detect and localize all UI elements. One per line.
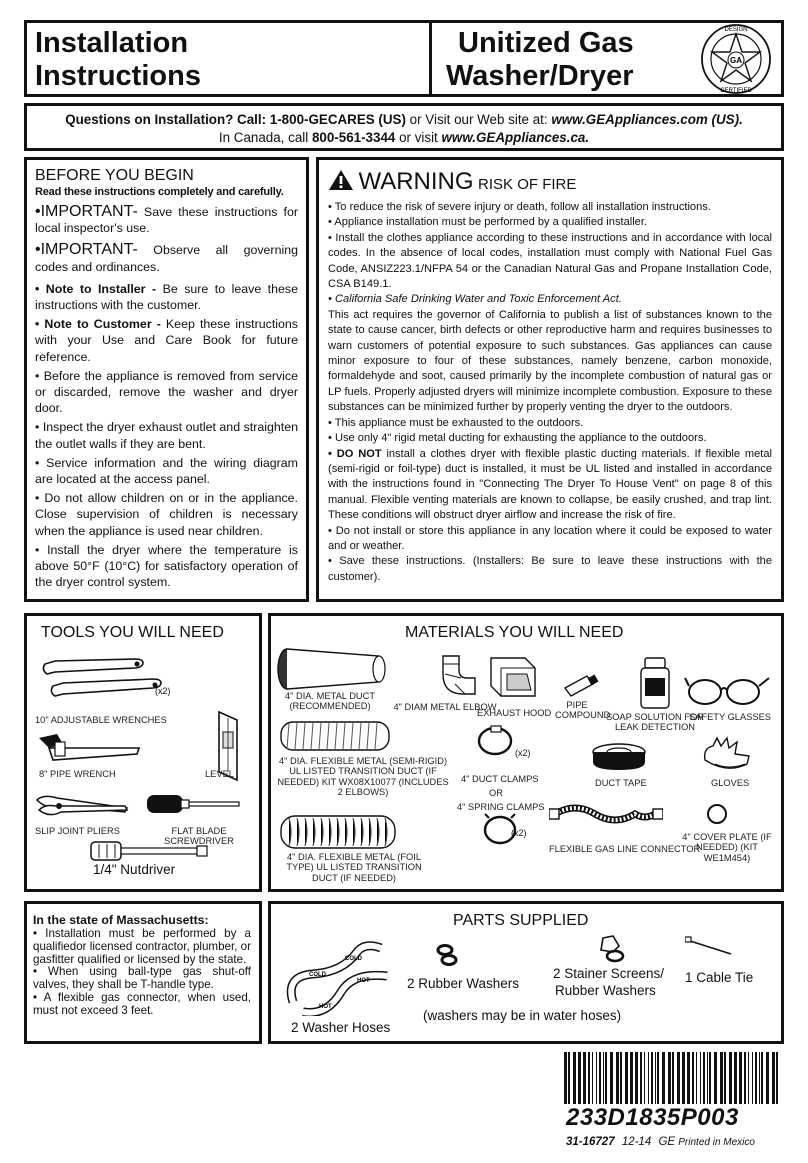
adjustable-wrench-icon — [39, 652, 169, 702]
barcode-bar — [568, 1052, 570, 1104]
list-item: • Use only 4" rigid metal ducting for exhausting the appliance to the outdoors. — [328, 432, 707, 445]
pipe-wrench-label: 8" PIPE WRENCH — [39, 769, 116, 779]
cable-tie-label: 1 Cable Tie — [685, 970, 754, 985]
barcode-bar — [596, 1052, 597, 1104]
list-item — [35, 242, 298, 274]
cover-plate-icon — [705, 802, 729, 826]
list-item: • Install the dryer where the temperature is above 50°F (10°C) for satisfactory operation of the dryer control system. — [35, 542, 298, 590]
soap-solution-icon — [637, 656, 673, 710]
barcode-bar — [776, 1052, 778, 1104]
barcode-bar — [616, 1052, 619, 1104]
list-item-text: Keep these instructions with your Use and Care Book for future reference. — [35, 317, 298, 364]
exhaust-hood-label: EXHAUST HOOD — [477, 708, 552, 718]
barcode-bar — [564, 1052, 567, 1104]
website-ca-link[interactable]: www.GEAppliances.ca. — [441, 130, 590, 145]
list-item: This act requires the governor of California to publish a list of substances known to the state to cause cancer, birth defects or other reproductive harm and requires businesses to warn customers of potential exposure to such substances. Gas appliances can cause minor exposure to four of these substances, namely benzene, carbon monoxide, formaldehyde and soot, caused primarily by the incomplete combustion of natural gas or LP fuels. Properly adjusted dryers will minimize incomplete combustion. Exposure to these substances can be minimized further by properly venting the dryer to the outdoors. — [328, 308, 772, 414]
or-label: OR — [489, 788, 503, 798]
hose-tag-hot: HOT — [319, 1004, 332, 1010]
barcode-bar — [610, 1052, 613, 1104]
barcode-bar — [744, 1052, 746, 1104]
cable-tie-icon — [685, 936, 735, 958]
parts-title: PARTS SUPPLIED — [453, 912, 589, 929]
phone-us: Questions on Installation? Call: 1-800-GECARES (US) — [65, 112, 406, 127]
barcode-bar — [605, 1052, 607, 1104]
barcode-bar — [720, 1052, 723, 1104]
barcode-bar — [583, 1052, 586, 1104]
list-item-text: Observe all governing codes and ordinances. — [35, 243, 298, 274]
list-item: • Do not install or store this appliance in any location where it could be exposed to water and or weather. — [328, 524, 772, 552]
hose-tag-cold-2: COLD — [345, 956, 362, 962]
barcode-bar — [687, 1052, 690, 1104]
screwdriver-label: FLAT BLADE SCREWDRIVER — [164, 826, 234, 847]
list-item-text: Save these instructions for local inspector's use. — [35, 205, 298, 236]
metal-duct-icon — [275, 646, 395, 692]
barcode — [562, 1052, 784, 1104]
barcode-bar — [714, 1052, 717, 1104]
barcode-bar — [662, 1052, 665, 1104]
before-title: BEFORE YOU BEGIN — [35, 167, 194, 184]
warning-subtitle: RISK OF FIRE — [478, 176, 577, 193]
barcode-bar — [668, 1052, 671, 1104]
barcode-bar — [677, 1052, 680, 1104]
gloves-icon — [701, 734, 757, 772]
metal-elbow-label: 4" DIAM METAL ELBOW — [393, 702, 497, 712]
design-certified-seal-icon — [698, 21, 774, 97]
important-label: •IMPORTANT- — [35, 203, 138, 220]
screwdriver-icon — [145, 792, 245, 816]
barcode-bar — [599, 1052, 601, 1104]
warning-box — [316, 157, 784, 602]
website-us-link[interactable]: www.GEAppliances.com (US). — [551, 112, 743, 127]
metal-elbow-icon — [441, 654, 477, 696]
list-item — [35, 281, 298, 313]
printed-in: Printed in Mexico — [678, 1137, 755, 1148]
barcode-bar — [734, 1052, 737, 1104]
barcode-bar — [573, 1052, 576, 1104]
duct-clamp-icon — [475, 724, 515, 758]
warning-header — [328, 168, 772, 196]
warning-list — [328, 200, 772, 585]
exhaust-hood-icon — [485, 652, 541, 702]
list-item: • To reduce the risk of severe injury or death, follow all installation instructions. — [328, 201, 711, 213]
safety-glasses-icon — [683, 672, 773, 706]
important-label: •IMPORTANT- — [35, 241, 138, 259]
barcode-bar — [588, 1052, 590, 1104]
barcode-bar — [696, 1052, 697, 1104]
part-number: 233D1835P003 — [566, 1104, 739, 1131]
pipe-wrench-icon — [35, 730, 145, 766]
barcode-bar — [692, 1052, 694, 1104]
barcode-bar — [766, 1052, 769, 1104]
product-line-2: Washer/Dryer — [446, 60, 634, 92]
barcode-bar — [739, 1052, 742, 1104]
nutdriver-icon — [85, 840, 215, 862]
slip-joint-pliers-icon — [33, 792, 133, 822]
barcode-bar — [709, 1052, 711, 1104]
doc-id: 31-16727 — [566, 1136, 615, 1148]
safety-glasses-label: SAFETY GLASSES — [689, 712, 771, 722]
list-item — [35, 204, 298, 236]
wrench-qty: (x2) — [155, 686, 171, 696]
flexible-semi-rigid-label: 4" DIA. FLEXIBLE METAL (SEMI-RIGID) UL LISTED TRANSITION DUCT (IF NEEDED) KIT WX08X10077 (INCLUDES 2 ELBOWS) — [277, 756, 449, 798]
list-item-text: Be sure to leave these instructions with the customer. — [35, 281, 298, 313]
contact-box — [24, 103, 784, 151]
barcode-bar — [592, 1052, 593, 1104]
list-item: • Install the clothes appliance according to these instructions and in accordance with local codes. In the absence of local codes, installation must comply with National Fuel Gas Code, ANSIZ223.1/NFPA 54 or the Canadian Natural Gas and Propane Installation Code, CSA B149.1. — [328, 231, 772, 291]
hose-tag-cold: COLD — [309, 972, 326, 978]
seal-bottom-text: CERTIFIED — [720, 88, 752, 94]
soap-solution-label: SOAP SOLUTION FOR LEAK DETECTION — [606, 712, 704, 733]
list-item-text: install a clothes dryer with flexible plastic ducting materials. If flexible metal (semi-rigid or foil-type) duct is installed, it must be UL listed and installed in accordance with the instructions found in "Connecting The Dryer To House Vent" on page 8 of this manual. Flexible venting materials are known to collapse, be easily crushed, and trap lint. These conditions will obstruct dryer airflow and increase the risk of fire. — [328, 447, 772, 522]
list-item — [328, 447, 772, 524]
contact-text-or: or visit — [395, 130, 442, 145]
list-item: • Save these instructions. (Installers: Be sure to leave these instructions with the customer). — [328, 555, 772, 583]
seal-top-text: DESIGN — [724, 27, 748, 33]
massachusetts-title: In the state of Massachusetts: — [33, 913, 209, 927]
product-line-1: Unitized Gas — [458, 27, 634, 59]
pliers-label: SLIP JOINT PLIERS — [35, 826, 120, 836]
contact-text: or Visit our Web site at: — [405, 112, 552, 127]
materials-box — [268, 613, 784, 892]
barcode-bar — [752, 1052, 753, 1104]
list-item-label: • DO NOT — [328, 447, 382, 460]
barcode-bar — [635, 1052, 638, 1104]
rubber-washers-label: 2 Rubber Washers — [407, 976, 520, 991]
spring-clamp-qty: (x2) — [511, 828, 527, 838]
duct-clamp-qty: (x2) — [515, 748, 531, 758]
pipe-compound-label: PIPE COMPOUND — [555, 700, 611, 721]
list-item: • Service information and the wiring diagram are located at the access panel. — [35, 455, 298, 487]
wrenches-label: 10" ADJUSTABLE WRENCHES — [35, 715, 167, 725]
title-line-2: Instructions — [35, 60, 201, 92]
duct-tape-label: DUCT TAPE — [595, 778, 647, 788]
before-subtitle: Read these instructions completely and carefully. — [35, 186, 284, 198]
barcode-bar — [729, 1052, 732, 1104]
flexible-foil-label: 4" DIA. FLEXIBLE METAL (FOIL TYPE) UL LISTED TRANSITION DUCT (IF NEEDED) — [286, 852, 422, 883]
pipe-compound-icon — [561, 670, 601, 698]
cover-plate-label: 4" COVER PLATE (IF NEEDED) (KIT WE1M454) — [682, 832, 772, 863]
header-left-box — [24, 20, 432, 97]
massachusetts-list — [33, 928, 251, 1018]
barcode-bar — [625, 1052, 628, 1104]
tools-title: TOOLS YOU WILL NEED — [41, 624, 224, 641]
materials-title: MATERIALS YOU WILL NEED — [405, 624, 624, 641]
list-item: • Inspect the dryer exhaust outlet and straighten the outlet walls if they are bent. — [35, 420, 298, 451]
strainer-screens-icon — [595, 934, 631, 964]
barcode-bar — [700, 1052, 701, 1104]
barcode-bar — [648, 1052, 649, 1104]
contact-line-1 — [27, 111, 781, 129]
list-item: • California Safe Drinking Water and Toxic Enforcement Act. — [328, 293, 622, 306]
parts-supplied-box — [268, 901, 784, 1044]
hose-tag-hot-2: HOT — [357, 978, 370, 984]
washers-note: (washers may be in water hoses) — [423, 1008, 622, 1023]
barcode-bar — [755, 1052, 757, 1104]
phone-ca: 800-561-3344 — [311, 130, 396, 145]
barcode-bar — [759, 1052, 760, 1104]
washer-hoses-icon — [279, 936, 399, 1016]
barcode-bar — [703, 1052, 705, 1104]
title-line-1: Installation — [35, 27, 189, 59]
header-right-box — [429, 20, 784, 97]
barcode-bar — [644, 1052, 645, 1104]
barcode-bar — [772, 1052, 775, 1104]
before-you-begin-box — [24, 157, 309, 602]
barcode-bar — [707, 1052, 708, 1104]
contact-line-2 — [27, 129, 781, 147]
barcode-bar — [655, 1052, 656, 1104]
list-item: • Appliance installation must be performed by a qualified installer. — [328, 216, 648, 229]
spring-clamps-label: 4" SPRING CLAMPS — [457, 802, 545, 812]
gas-line-label: FLEXIBLE GAS LINE CONNECTOR — [549, 844, 701, 854]
seal-mark: GA — [730, 56, 742, 65]
rubber-washers-icon — [431, 942, 463, 968]
list-item — [35, 316, 298, 365]
barcode-bar — [603, 1052, 604, 1104]
duct-clamps-label: 4" DUCT CLAMPS — [461, 774, 539, 784]
barcode-bar — [620, 1052, 622, 1104]
barcode-bar — [651, 1052, 653, 1104]
barcode-bar — [682, 1052, 685, 1104]
barcode-bar — [630, 1052, 633, 1104]
barcode-bar — [640, 1052, 642, 1104]
flexible-foil-duct-icon — [275, 812, 401, 852]
list-item: • Before the appliance is removed from service or discarded, remove the washer and dryer door. — [35, 368, 298, 416]
before-list — [35, 204, 298, 590]
warning-title: WARNING — [358, 168, 474, 195]
washer-hoses-label: 2 Washer Hoses — [291, 1020, 391, 1035]
brand: GE — [658, 1136, 676, 1148]
list-item-label: • Note to Installer - — [35, 281, 157, 296]
barcode-bar — [672, 1052, 674, 1104]
warning-triangle-icon — [328, 169, 354, 191]
doc-date: 12-14 — [621, 1136, 652, 1148]
list-item: • Do not allow children on or in the appliance. Close supervision of children is necessary when the appliance is used near children. — [35, 491, 298, 538]
list-item: • This appliance must be exhausted to the outdoors. — [328, 416, 584, 429]
barcode-bar — [657, 1052, 659, 1104]
level-label: LEVEL — [205, 769, 234, 779]
gloves-label: GLOVES — [711, 778, 750, 788]
barcode-bar — [724, 1052, 726, 1104]
flexible-semi-rigid-duct-icon — [275, 718, 395, 754]
metal-duct-label: 4" DIA. METAL DUCT (RECOMMENDED) — [284, 691, 376, 712]
contact-text-ca: In Canada, call — [218, 130, 312, 145]
strainer-screens-label-1: 2 Stainer Screens/ — [553, 966, 665, 981]
gas-line-connector-icon — [549, 800, 663, 830]
list-item: • Installation must be performed by a qualifiedor licensed contractor, plumber, or gasfitter qualified or licensed by the state. — [33, 927, 251, 966]
duct-tape-icon — [591, 742, 647, 772]
list-item: • When using ball-type gas shut-off valves, they shall be T-handle type. — [33, 965, 251, 992]
nutdriver-label: 1/4" Nutdriver — [93, 862, 176, 877]
strainer-screens-label-2: Rubber Washers — [555, 983, 656, 998]
barcode-bar — [578, 1052, 581, 1104]
barcode-bar — [761, 1052, 763, 1104]
list-item-label: • Note to Customer - — [35, 317, 161, 332]
footer-line — [566, 1136, 755, 1148]
tools-box — [24, 613, 262, 892]
list-item: • A flexible gas connector, when used, must not exceed 3 feet. — [33, 990, 251, 1017]
massachusetts-box — [24, 901, 262, 1044]
barcode-bar — [748, 1052, 749, 1104]
